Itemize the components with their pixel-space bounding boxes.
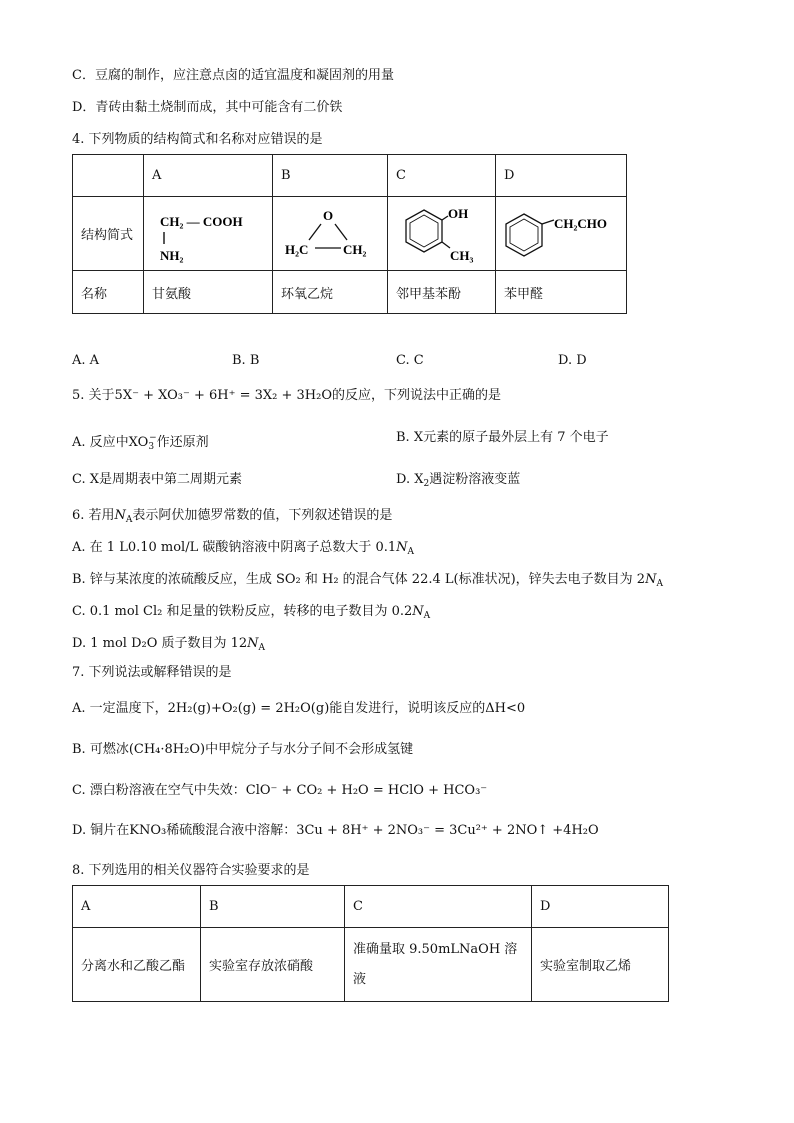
table8-cell-a: 分离水和乙酸乙酯 xyxy=(73,928,201,1002)
table8-header-d: D xyxy=(532,886,669,928)
q5-option-d: D. $X_2$遇淀粉溶液变蓝 xyxy=(396,472,521,489)
epoxide-o-text: O xyxy=(323,207,334,223)
q4-option-d: D. D xyxy=(558,353,587,368)
q7-option-c: C. 漂白粉溶液在空气中失效：ClO⁻ + CO₂ + H₂O = HClO + HCO₃⁻ xyxy=(72,783,488,798)
table8-cell-c: 准确量取 9.50mLNaOH 溶 液 xyxy=(345,928,532,1002)
table8-cell-d: 实验室制取乙烯 xyxy=(532,928,669,1002)
table4-header-d: D xyxy=(496,155,627,197)
table4-header-b: B xyxy=(273,155,388,197)
q7-option-a: A. 一定温度下，2H₂(g)+O₂(g) = 2H₂O(g)能自发进行，说明该反应的ΔH<0 xyxy=(72,701,526,716)
table8-cell-b: 实验室存放浓硝酸 xyxy=(201,928,345,1002)
q4-option-b: B. B xyxy=(232,353,260,368)
epoxide-right-text: CH₂ xyxy=(343,241,367,257)
q7-option-b: B. 可燃冰(CH₄·8H₂O)中甲烷分子与水分子间不会形成氢键 xyxy=(72,742,414,757)
q6-option-d: D. 1 mol D₂O 质子数目为 $12N_A$ xyxy=(72,636,266,653)
question-4-stem: 4. 下列物质的结构简式和名称对应错误的是 xyxy=(72,132,323,147)
table8-header-b: B xyxy=(201,886,345,928)
structure-phenylacetaldehyde xyxy=(496,197,627,271)
q5-option-b: B. X元素的原子最外层上有 7 个电子 xyxy=(396,430,609,445)
table4-header-empty xyxy=(73,155,144,197)
glycine-bottom-text: NH₂ xyxy=(160,247,184,263)
question-8-stem: 8. 下列选用的相关仪器符合实验要求的是 xyxy=(72,863,310,878)
option-3d: D．青砖由黏土烧制而成，其中可能含有二价铁 xyxy=(72,100,343,115)
q4-option-c: C. C xyxy=(396,353,424,368)
q5-equation: 5X⁻ + XO₃⁻ + 6H⁺ = 3X₂ + 3H₂O xyxy=(114,388,333,403)
table8-header-a: A xyxy=(73,886,201,928)
q5-option-c: C. X是周期表中第二周期元素 xyxy=(72,472,243,487)
table4-name-b: 环氧乙烷 xyxy=(273,271,388,314)
structure-ethylene-oxide xyxy=(273,197,388,271)
table4-name-c: 邻甲基苯酚 xyxy=(388,271,496,314)
q5-option-a: A. 反应中$XO_3^-$作还原剂 xyxy=(72,433,209,452)
q4-option-a: A. A xyxy=(72,353,100,368)
table4-name-d: 苯甲醛 xyxy=(496,271,627,314)
epoxide-left-text: H₂C xyxy=(285,241,309,257)
table4-name-a: 甘氨酸 xyxy=(144,271,273,314)
table4-header-c: C xyxy=(388,155,496,197)
question-5-stem xyxy=(72,387,501,405)
question-6-stem: 6. 若用$N_A$表示阿伏加德罗常数的值，下列叙述错误的是 xyxy=(72,508,393,525)
cresol-ch3-text: CH₃ xyxy=(450,247,474,263)
structure-o-cresol xyxy=(388,197,496,271)
glycine-top-text: CH₂ — COOH xyxy=(160,213,243,229)
q6-option-a: A. 在 1 L0.10 mol/L 碳酸钠溶液中阴离子总数大于 $0.1N_A$ xyxy=(72,540,415,557)
option-3c: C．豆腐的制作，应注意点卤的适宜温度和凝固剂的用量 xyxy=(72,68,394,83)
question-4-table xyxy=(72,154,627,314)
table4-header-a: A xyxy=(144,155,273,197)
q5-prefix: 5. 关于 xyxy=(72,388,115,403)
table4-name-label: 名称 xyxy=(73,271,144,314)
q6-option-b: B. 锌与某浓度的浓硫酸反应，生成 SO₂ 和 H₂ 的混合气体 22.4 L(标准状况)，锌失去电子数目为 $2N_A$ xyxy=(72,572,663,589)
structure-glycine xyxy=(144,197,273,271)
table8-header-c: C xyxy=(345,886,532,928)
question-8-table xyxy=(72,885,669,1002)
phenyl-cho-text: CH₂CHO xyxy=(554,215,608,231)
q6-option-c: C. 0.1 mol Cl₂ 和足量的铁粉反应，转移的电子数目为 $0.2N_A$ xyxy=(72,604,431,621)
table4-struct-label: 结构简式 xyxy=(73,197,144,271)
q7-option-d: D. 铜片在KNO₃稀硫酸混合液中溶解：3Cu + 8H⁺ + 2NO₃⁻ = 3Cu²⁺ + 2NO↑ +4H₂O xyxy=(72,823,599,838)
question-7-stem: 7. 下列说法或解释错误的是 xyxy=(72,665,232,680)
q5-suffix: 的反应，下列说法中正确的是 xyxy=(332,388,502,403)
cresol-oh-text: OH xyxy=(448,205,469,221)
